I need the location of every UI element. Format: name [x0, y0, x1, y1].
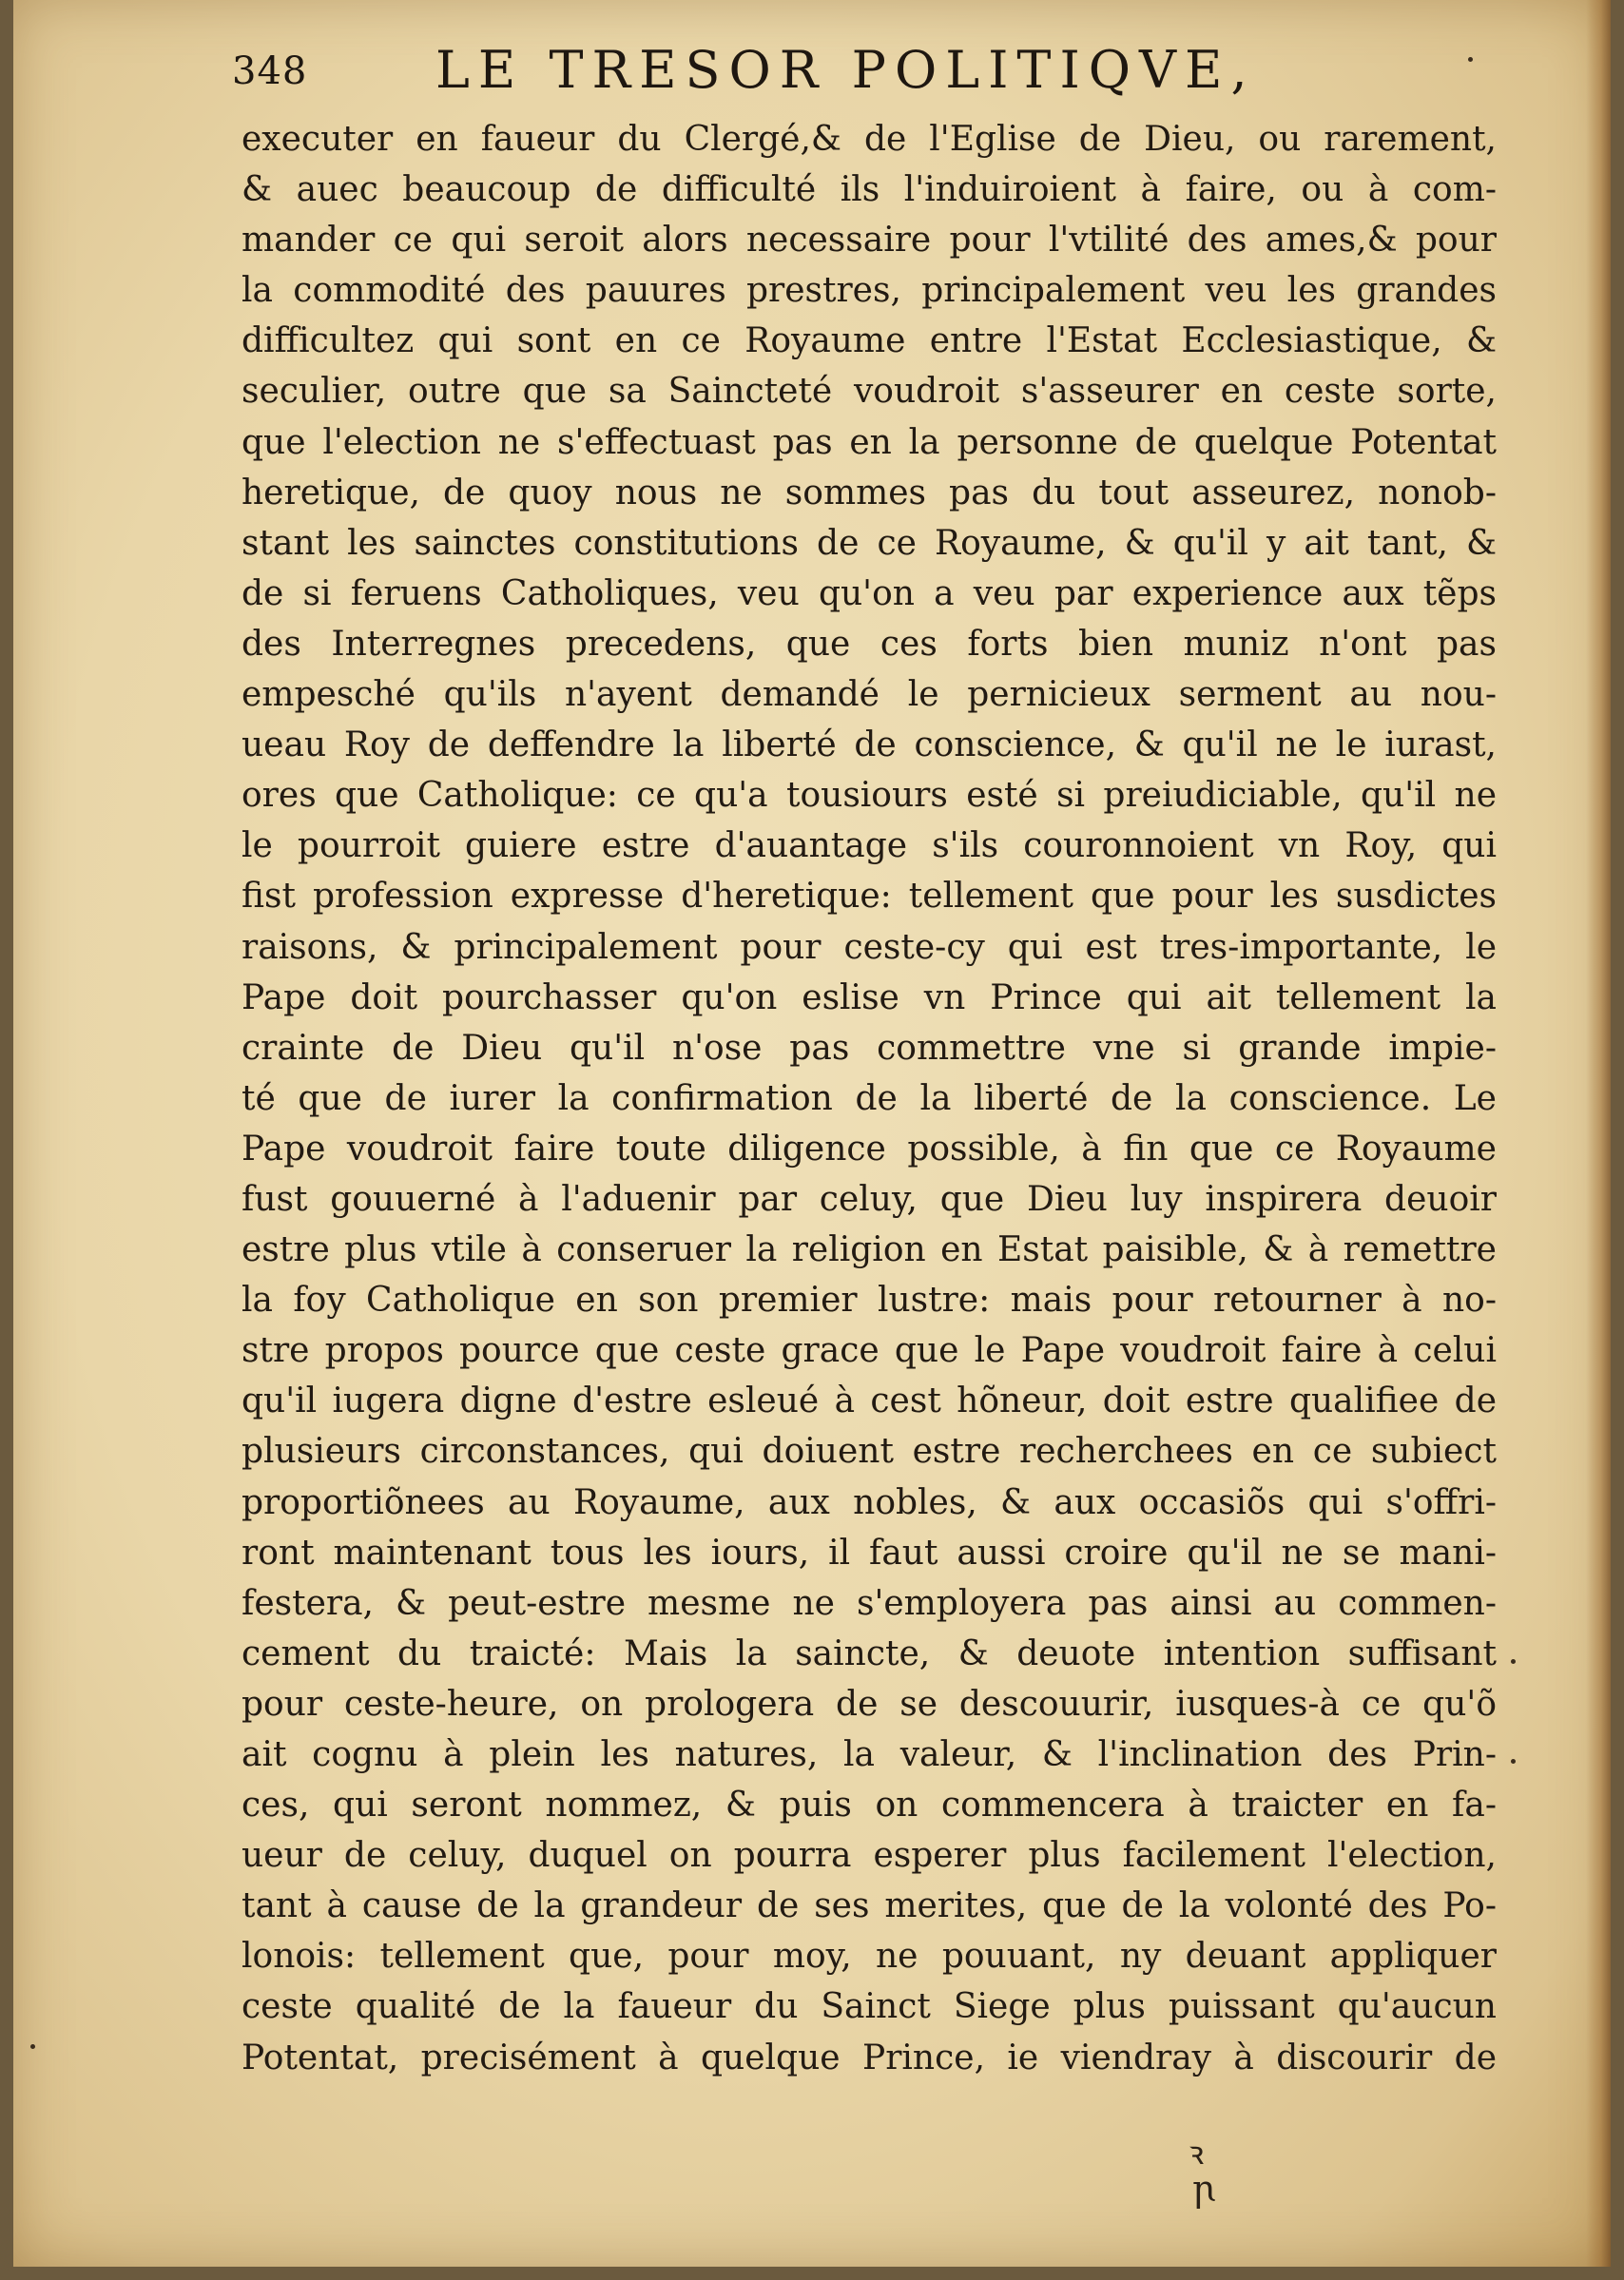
text-line: ces, qui seront nommez, & puis on commencera à traicter en fa-	[242, 1786, 1497, 1826]
text-line: ait cognu à plein les natures, la valeur, & l'inclination des Prin-	[242, 1735, 1497, 1774]
text-line: empesché qu'ils n'ayent demandé le pernicieux serment au nou-	[242, 675, 1497, 715]
text-line: ores que Catholique: ce qu'a tousiours esté si preiudiciable, qu'il ne	[242, 776, 1497, 816]
text-line: Pape voudroit faire toute diligence possible, à fin que ce Royaume	[242, 1129, 1497, 1169]
text-line: fist profession expresse d'heretique: tellement que pour les susdictes	[242, 877, 1497, 917]
text-line: ceste qualité de la faueur du Sainct Siege plus puissant qu'aucun	[242, 1987, 1497, 2027]
text-line: qu'il iugera digne d'estre esleué à cest hõneur, doit estre qualifiee de	[242, 1382, 1497, 1421]
text-line: stre propos pource que ceste grace que le Pape voudroit faire à celui	[242, 1331, 1497, 1371]
ink-speck	[1511, 1759, 1516, 1764]
page-gutter-shadow	[1586, 0, 1611, 2267]
text-line: difficultez qui sont en ce Royaume entre l'Estat Ecclesiastique, &	[242, 321, 1497, 361]
text-line: Potentat, precisément à quelque Prince, ie viendray à discourir de	[242, 2038, 1497, 2077]
text-line: raisons, & principalement pour ceste-cy qui est tres-importante, le	[242, 927, 1497, 967]
text-line: crainte de Dieu qu'il n'ose pas commettre vne si grande impie-	[242, 1028, 1497, 1068]
text-line: la foy Catholique en son premier lustre: mais pour retourner à no-	[242, 1281, 1497, 1321]
running-title: LE TRESOR POLITIQVE,	[435, 40, 1256, 100]
text-line: ueau Roy de deffendre la liberté de conscience, & qu'il ne le iurast,	[242, 725, 1497, 765]
text-line: que l'election ne s'effectuast pas en la personne de quelque Potentat	[242, 422, 1497, 462]
foot-mark: ꞃ	[1192, 2168, 1216, 2210]
text-line: seculier, outre que sa Saincteté voudroit s'asseurer en ceste sorte,	[242, 372, 1497, 412]
text-line: de si feruens Catholiques, veu qu'on a veu par experience aux tẽps	[242, 573, 1497, 613]
text-line: & auec beaucoup de difficulté ils l'induiroient à faire, ou à com-	[242, 170, 1497, 210]
text-line: plusieurs circonstances, qui doiuent estre recherchees en ce subiect	[242, 1432, 1497, 1472]
text-line: cement du traicté: Mais la saincte, & deuote intention suffisant	[242, 1633, 1497, 1673]
text-line: la commodité des pauures prestres, principalement veu les grandes	[242, 271, 1497, 311]
page-number: 348	[232, 49, 308, 93]
text-line: executer en faueur du Clergé,& de l'Eglise de Dieu, ou rarement,	[242, 120, 1497, 159]
foot-mark: ꝛ	[1189, 2135, 1205, 2173]
text-line: tant à cause de la grandeur de ses merites, que de la volonté des Po-	[242, 1886, 1497, 1926]
text-line: mander ce qui seroit alors necessaire pour l'vtilité des ames,& pour	[242, 221, 1497, 261]
ink-speck	[1511, 1659, 1516, 1664]
ink-speck	[30, 2044, 35, 2049]
text-line: estre plus vtile à conseruer la religion en Estat paisible, & à remettre	[242, 1230, 1497, 1270]
ink-speck	[1468, 57, 1473, 62]
text-line: heretique, de quoy nous ne sommes pas du tout asseurez, nonob-	[242, 473, 1497, 512]
text-line: proportiõnees au Royaume, aux nobles, & aux occasiõs qui s'offri-	[242, 1482, 1497, 1522]
book-page	[13, 0, 1611, 2267]
text-line: le pourroit guiere estre d'auantage s'ils couronnoient vn Roy, qui	[242, 826, 1497, 866]
text-line: des Interregnes precedens, que ces forts bien muniz n'ont pas	[242, 624, 1497, 664]
text-line: ueur de celuy, duquel on pourra esperer plus facilement l'election,	[242, 1836, 1497, 1876]
text-line: festera, & peut-estre mesme ne s'employera pas ainsi au commen-	[242, 1583, 1497, 1623]
text-line: fust gouuerné à l'aduenir par celuy, que Dieu luy inspirera deuoir	[242, 1179, 1497, 1219]
text-line: ront maintenant tous les iours, il faut aussi croire qu'il ne se mani-	[242, 1533, 1497, 1573]
text-line: pour ceste-heure, on prologera de se descouurir, iusques-à ce qu'õ	[242, 1684, 1497, 1724]
page-header	[221, 32, 1495, 118]
text-line: lonois: tellement que, pour moy, ne pouuant, ny deuant appliquer	[242, 1937, 1497, 1977]
text-line: stant les sainctes constitutions de ce Royaume, & qu'il y ait tant, &	[242, 523, 1497, 563]
text-line: té que de iurer la confirmation de la liberté de la conscience. Le	[242, 1078, 1497, 1118]
body-text	[242, 114, 1497, 2083]
text-line: Pape doit pourchasser qu'on eslise vn Prince qui ait tellement la	[242, 977, 1497, 1017]
